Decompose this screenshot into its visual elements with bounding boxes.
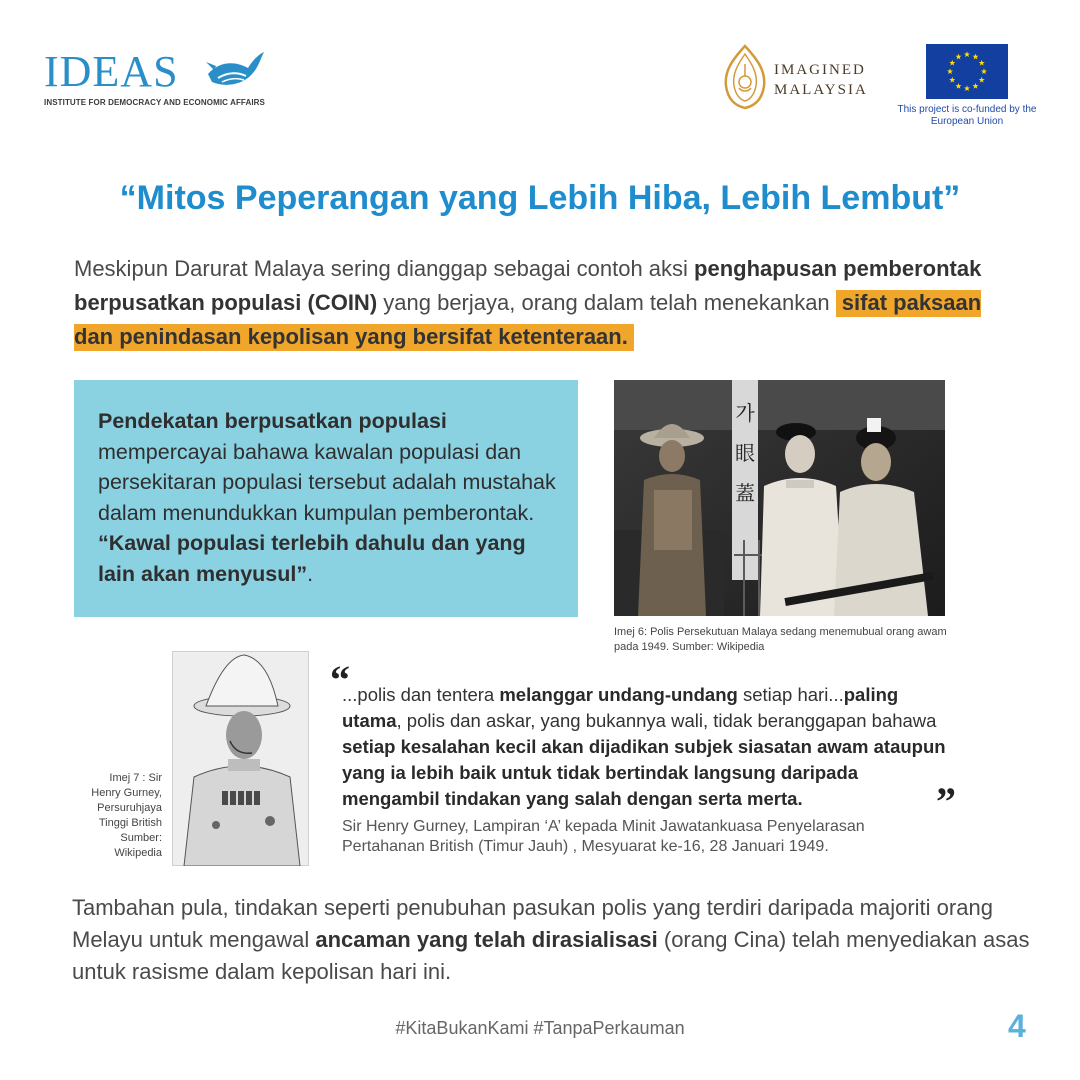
ideas-logo-text: IDEAS (44, 47, 179, 96)
callout-bold-2: “Kawal populasi terlebih dahulu dan yang lain akan menyusul” (98, 531, 526, 586)
imagined-label: IMAGINED (774, 62, 866, 78)
outro-text-2: (orang Cina) telah menyediakan asas untuk rasisme dalam kepolisan hari ini. (72, 927, 1030, 984)
ideas-logo (44, 48, 284, 118)
photo-henry-gurney (172, 651, 309, 866)
svg-text:眼: 眼 (735, 441, 755, 465)
gurney-quote (342, 682, 952, 812)
quote-bold-2: paling utama (342, 684, 899, 731)
imagined-malaysia-logo (722, 44, 890, 110)
callout-text-1: mempercayai bahawa kawalan populasi dan persekitaran populasi tersebut adalah mustahak dalam menundukkan kumpulan pemberontak. (98, 439, 556, 525)
quote-text-2: setiap hari... (737, 684, 844, 705)
eu-cofunded-note: This project is co-funded by the European Union (897, 104, 1037, 127)
intro-bold-coin: penghapusan pemberontak berpusatkan populasi (COIN) (74, 256, 982, 315)
intro-text-1: Meskipun Darurat Malaya sering dianggap sebagai contoh aksi (74, 256, 695, 281)
wayang-leaf-icon (722, 44, 768, 110)
page-title: “Mitos Peperangan yang Lebih Hiba, Lebih Lembut” (119, 179, 961, 217)
quote-source: Sir Henry Gurney, Lampiran ‘A’ kepada Minit Jawatankuasa Penyelarasan Pertahanan British (Timur Jauh) , Mesyuarat ke-16, 28 Januari 1949. (342, 818, 865, 855)
intro-text-2: yang berjaya, orang dalam telah menekankan (377, 290, 836, 315)
page-number: 4 (1008, 1008, 1026, 1044)
quote-close-mark: ” (936, 779, 956, 824)
quote-open-mark: “ (330, 657, 350, 702)
intro-highlight: sifat paksaan dan penindasan kepolisan yang bersifat ketenteraan. (74, 290, 982, 349)
outro-bold: ancaman yang telah dirasialisasi (315, 927, 658, 952)
photo-caption-6: Imej 6: Polis Persekutuan Malaya sedang menemubual orang awam pada 1949. Sumber: Wikipedia (614, 626, 947, 653)
outro-text-1: Tambahan pula, tindakan seperti penubuhan pasukan polis yang terdiri daripada majoriti orang Melayu untuk mengawal (72, 895, 993, 952)
eu-flag-icon (926, 44, 1008, 99)
intro-paragraph (74, 252, 1014, 354)
closing-paragraph (72, 892, 1032, 988)
callout-text-2: . (307, 561, 314, 586)
bird-icon (204, 48, 266, 94)
quote-text-1: ...polis dan tentera (342, 684, 500, 705)
quote-bold-3: setiap kesalahan kecil akan dijadikan subjek siasatan awam ataupun yang ia lebih baik untuk tidak bertindak langsung daripada mengambil tindakan yang salah dengan serta merta. (342, 736, 946, 809)
photo-caption-7: Imej 7 : Sir Henry Gurney, Persuruhjaya Tinggi British Sumber: Wikipedia (91, 772, 162, 859)
quote-text-3: , polis dan askar, yang bukannya wali, tidak beranggapan bahawa (396, 710, 937, 731)
callout-text (98, 406, 566, 589)
callout-box (74, 380, 578, 617)
quote-bold-1: melanggar undang-undang (499, 684, 738, 705)
svg-text:蓋: 蓋 (735, 481, 755, 505)
callout-bold-1: Pendekatan berpusatkan populasi (98, 409, 447, 433)
hashtags: #KitaBukanKami #TanpaPerkauman (395, 1018, 685, 1038)
ideas-subtitle: INSTITUTE FOR DEMOCRACY AND ECONOMIC AFFAIRS (44, 98, 265, 107)
malaysia-label: MALAYSIA (774, 82, 868, 98)
svg-text:가: 가 (735, 401, 755, 425)
photo-police-interview (614, 380, 945, 616)
